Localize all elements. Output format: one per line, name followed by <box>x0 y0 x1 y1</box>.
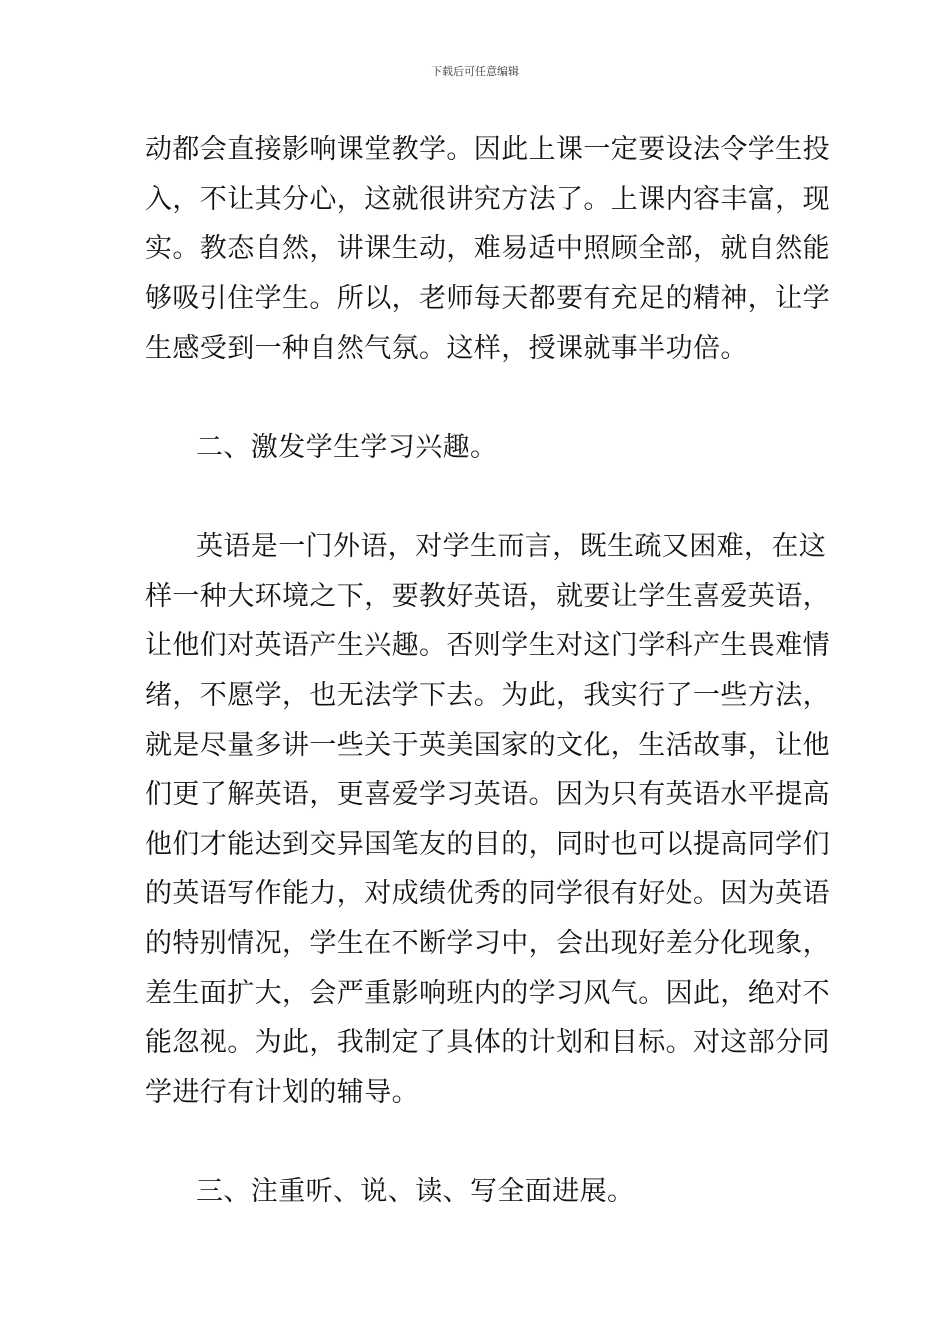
text-line: 他们才能达到交异国笔友的目的，同时也可以提高同学们 <box>145 829 830 860</box>
text-line: 差生面扩大，会严重影响班内的学习风气。因此，绝对不 <box>145 978 830 1009</box>
text-line: 动都会直接影响课堂教学。因此上课一定要设法令学生投 <box>145 134 830 165</box>
text-line: 的英语写作能力，对成绩优秀的同学很有好处。因为英语 <box>145 878 830 909</box>
text-line: 入，不让其分心，这就很讲究方法了。上课内容丰富，现 <box>145 184 830 215</box>
text-line: 生感受到一种自然气氛。这样，授课就事半功倍。 <box>145 333 748 364</box>
text-line: 英语是一门外语，对学生而言，既生疏又困难，在这 <box>196 531 827 562</box>
text-line: 样一种大环境之下，要教好英语，就要让学生喜爱英语， <box>145 581 830 612</box>
text-line: 学进行有计划的辅导。 <box>145 1077 419 1108</box>
section-heading: 二、激发学生学习兴趣。 <box>196 432 498 463</box>
text-line: 能忽视。为此，我制定了具体的计划和目标。对这部分同 <box>145 1027 830 1058</box>
text-line: 就是尽量多讲一些关于英美国家的文化，生活故事，让他 <box>145 730 830 761</box>
text-line: 绪，不愿学，也无法学下去。为此，我实行了一些方法， <box>145 680 830 711</box>
text-line: 让他们对英语产生兴趣。否则学生对这门学科产生畏难情 <box>145 630 830 661</box>
text-line: 的特别情况，学生在不断学习中，会出现好差分化现象， <box>145 928 830 959</box>
section-heading: 三、注重听、说、读、写全面进展。 <box>196 1176 635 1207</box>
text-line: 实。教态自然，讲课生动，难易适中照顾全部，就自然能 <box>145 233 830 264</box>
text-line: 够吸引住学生。所以，老师每天都要有充足的精神，让学 <box>145 283 830 314</box>
text-line: 们更了解英语，更喜爱学习英语。因为只有英语水平提高 <box>145 779 830 810</box>
page-header: 下载后可任意编辑 <box>431 65 519 78</box>
